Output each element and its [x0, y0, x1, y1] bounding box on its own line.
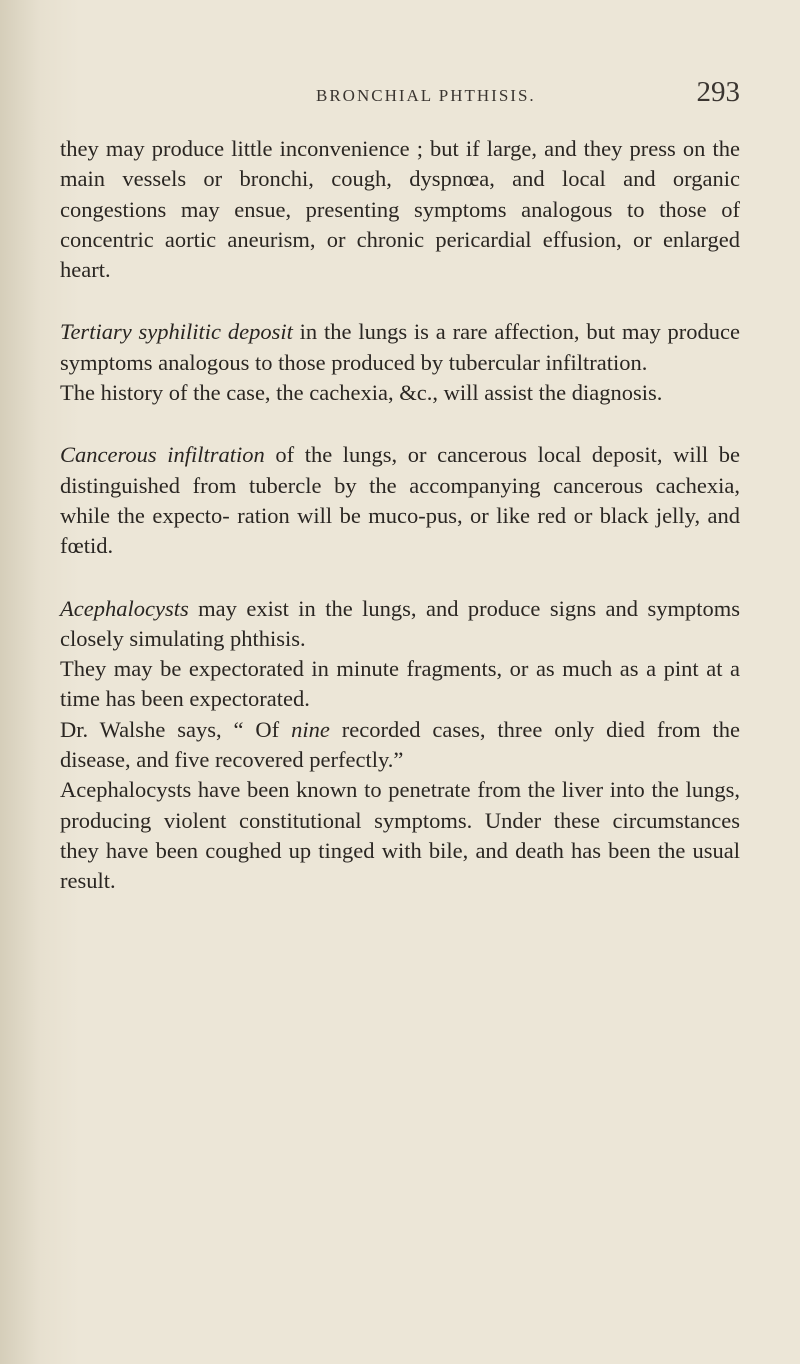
paragraph-text: Acephalocysts have been known to penetrate from the liver into the lungs, producing violent constitutional symptoms. Under these circumstances they have been coughed up tinged with bile, and death has been the usual result. [60, 777, 740, 894]
paragraph-aneurism [60, 134, 740, 285]
paragraph-text: may exist in the lungs, and produce signs and symptoms closely simulating phthisis. [60, 595, 740, 651]
running-head: BRONCHIAL PHTHISIS. [316, 86, 536, 105]
body-text [60, 134, 740, 897]
paragraph-syphilitic-deposit [60, 317, 740, 378]
paragraph-text: They may be expectorated in minute fragments, or as much as a pint at a time has been expectorated. [60, 656, 740, 712]
paragraph-text: they may produce little inconvenience ; but if large, and they press on the main vessels or bronchi, cough, dyspnœa, and local and organic congestions may ensue, presenting symptoms analogous to those of concentric aortic aneurism, or chronic pericardial effusion, or enlarged heart. [60, 136, 740, 283]
quote-emphasis: nine [291, 716, 330, 742]
quote-text-before: Dr. Walshe says, “ Of [60, 716, 292, 742]
paragraph-liver-penetration [60, 775, 740, 896]
paragraph-lead: Cancerous infiltration [60, 442, 265, 468]
quote-text-after: recorded cases, three only died from the disease, and five recovered perfectly.” [60, 716, 740, 773]
paragraph-walshe-quote [60, 715, 740, 776]
paragraph-lead: Acephalocysts [60, 595, 189, 621]
paragraph-text: The history of the case, the cachexia, &c., will assist the diagnosis. [60, 380, 663, 406]
paragraph-acephalocysts [60, 594, 740, 655]
paragraph-expectorated [60, 654, 740, 715]
paragraph-cancerous-infiltration [60, 440, 740, 561]
paragraph-text: in the lungs is a rare affection, but may produce symptoms analogous to those produced by tubercular infiltration. [60, 319, 740, 375]
paragraph-history [60, 378, 740, 408]
page-header [60, 76, 740, 116]
paragraph-lead: Tertiary syphilitic deposit [60, 319, 293, 345]
page-number: 293 [696, 76, 740, 108]
paragraph-text: of the lungs, or cancerous local deposit, will be distinguished from tubercle by the accompanying cancerous cachexia, while the expecto- ration will be muco-pus, or like red or black jelly, and fœtid. [60, 442, 740, 559]
